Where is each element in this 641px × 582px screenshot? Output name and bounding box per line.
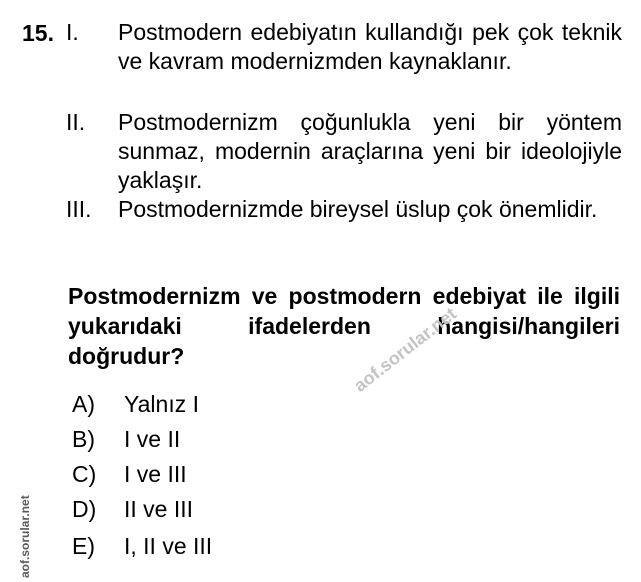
option-letter: B) bbox=[72, 426, 95, 452]
option-e[interactable] bbox=[72, 532, 212, 560]
statement-3 bbox=[66, 195, 622, 224]
option-text: I ve II bbox=[124, 426, 181, 452]
option-text: II ve III bbox=[124, 496, 194, 522]
statement-numeral: I. bbox=[66, 19, 79, 45]
watermark-side: aof.sorular.net bbox=[18, 495, 32, 578]
option-letter: A) bbox=[72, 391, 95, 417]
option-text: I ve III bbox=[124, 461, 187, 487]
option-d[interactable] bbox=[72, 495, 193, 523]
option-c[interactable] bbox=[72, 460, 187, 488]
statement-numeral: III. bbox=[66, 196, 92, 222]
statement-text: Postmodernizm çoğunlukla yeni bir yöntem sunmaz, modernin araçlarına yeni bir ideolojiyle yaklaşır. bbox=[118, 109, 622, 193]
option-a[interactable] bbox=[72, 390, 199, 418]
option-text: I, II ve III bbox=[124, 533, 213, 559]
statement-2 bbox=[66, 108, 622, 195]
option-text: Yalnız I bbox=[124, 391, 199, 417]
option-letter: C) bbox=[72, 461, 97, 487]
statement-numeral: II. bbox=[66, 109, 86, 135]
watermark-center: aof.sorular.net bbox=[350, 303, 461, 396]
option-letter: E) bbox=[72, 533, 95, 559]
question-number: 15. bbox=[22, 20, 54, 46]
option-b[interactable] bbox=[72, 425, 180, 453]
statement-text: Postmodern edebiyatın kullandığı pek çok teknik ve kavram modernizmden kaynaklanır. bbox=[118, 19, 622, 74]
statement-text: Postmodernizmde bireysel üslup çok önemlidir. bbox=[118, 196, 598, 222]
option-letter: D) bbox=[72, 496, 97, 522]
statement-1 bbox=[66, 18, 622, 76]
question-prompt: Postmodernizm ve postmodern edebiyat ile ilgili yukarıdaki ifadelerden hangisi/hangileri doğrudur? bbox=[68, 283, 620, 369]
